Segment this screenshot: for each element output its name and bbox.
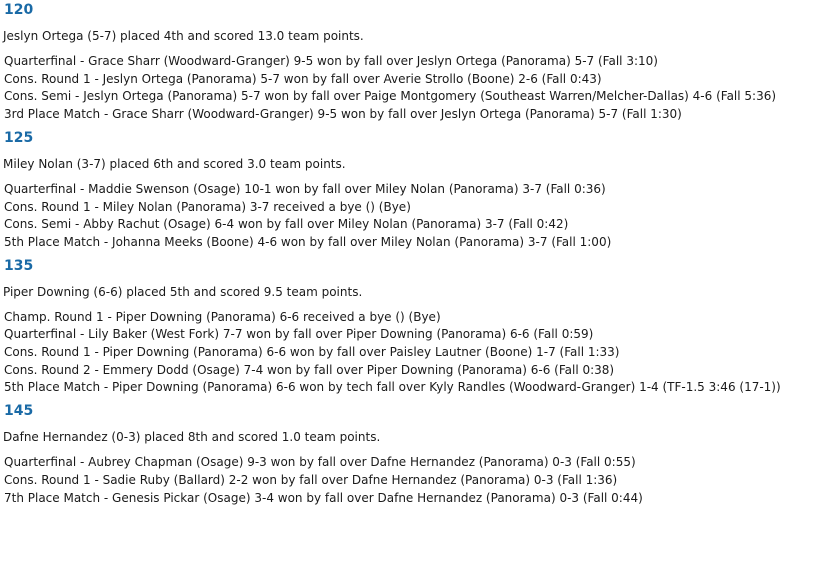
match-result: 3rd Place Match - Grace Sharr (Woodward-Granger) 9-5 won by fall over Jeslyn Ortega (Panorama) 5-7 (Fall 1:30) bbox=[4, 107, 682, 122]
match-result: Cons. Semi - Jeslyn Ortega (Panorama) 5-7 won by fall over Paige Montgomery (Southeast Warren/Melcher-Dallas) 4-6 (Fall 5:36) bbox=[4, 89, 777, 104]
weight-section-145 bbox=[0, 401, 823, 507]
match-result: Quarterfinal - Lily Baker (West Fork) 7-7 won by fall over Piper Downing (Panorama) 6-6 (Fall 0:59) bbox=[4, 327, 594, 342]
match-result: Cons. Round 1 - Piper Downing (Panorama) 6-6 won by fall over Paisley Lautner (Boone) 1-7 (Fall 1:33) bbox=[4, 345, 620, 360]
wrestler-summary: Jeslyn Ortega (5-7) placed 4th and scored 13.0 team points. bbox=[3, 29, 364, 43]
match-result: 5th Place Match - Johanna Meeks (Boone) 4-6 won by fall over Miley Nolan (Panorama) 3-7 (Fall 1:00) bbox=[4, 234, 612, 249]
wrestler-summary: Miley Nolan (3-7) placed 6th and scored 3.0 team points. bbox=[3, 156, 346, 171]
weight-class-heading: 135 bbox=[4, 257, 34, 274]
weight-class-heading: 125 bbox=[4, 129, 34, 146]
weight-class-heading: 145 bbox=[4, 403, 34, 420]
match-result: Quarterfinal - Aubrey Chapman (Osage) 9-3 won by fall over Dafne Hernandez (Panorama) 0-3 (Fall 0:55) bbox=[4, 455, 636, 470]
match-list bbox=[4, 181, 823, 252]
match-result: Quarterfinal - Grace Sharr (Woodward-Granger) 9-5 won by fall over Jeslyn Ortega (Panorama) 5-7 (Fall 3:10) bbox=[4, 54, 658, 68]
match-result: Quarterfinal - Maddie Swenson (Osage) 10-1 won by fall over Miley Nolan (Panorama) 3-7 (Fall 0:36) bbox=[4, 181, 606, 196]
match-result: Cons. Round 1 - Sadie Ruby (Ballard) 2-2 won by fall over Dafne Hernandez (Panorama) 0-3 (Fall 1:36) bbox=[4, 472, 618, 487]
weight-section-125 bbox=[0, 128, 823, 252]
match-result: Cons. Round 1 - Jeslyn Ortega (Panorama) 5-7 won by fall over Averie Strollo (Boone) 2-6 (Fall 0:43) bbox=[4, 71, 602, 86]
match-result: Cons. Round 2 - Emmery Dodd (Osage) 7-4 won by fall over Piper Downing (Panorama) 6-6 (Fall 0:38) bbox=[4, 362, 615, 377]
match-list bbox=[4, 53, 823, 124]
match-result: Cons. Round 1 - Miley Nolan (Panorama) 3-7 received a bye () (Bye) bbox=[4, 199, 411, 214]
weight-class-heading: 120 bbox=[4, 2, 34, 18]
weight-section-135 bbox=[0, 256, 823, 398]
match-result: Champ. Round 1 - Piper Downing (Panorama) 6-6 received a bye () (Bye) bbox=[4, 309, 441, 324]
wrestler-summary: Dafne Hernandez (0-3) placed 8th and scored 1.0 team points. bbox=[3, 430, 381, 445]
match-result: 5th Place Match - Piper Downing (Panorama) 6-6 won by tech fall over Kyly Randles (Woodward-Granger) 1-4 (TF-1.5 3:46 (17-1)) bbox=[4, 380, 781, 395]
match-result: 7th Place Match - Genesis Pickar (Osage) 3-4 won by fall over Dafne Hernandez (Panorama) 0-3 (Fall 0:44) bbox=[4, 490, 643, 505]
match-list bbox=[4, 454, 823, 507]
wrestler-summary: Piper Downing (6-6) placed 5th and scored 9.5 team points. bbox=[3, 284, 363, 299]
weight-section-120 bbox=[0, 0, 823, 124]
match-list bbox=[4, 309, 823, 398]
match-result: Cons. Semi - Abby Rachut (Osage) 6-4 won by fall over Miley Nolan (Panorama) 3-7 (Fall 0:42) bbox=[4, 217, 569, 232]
